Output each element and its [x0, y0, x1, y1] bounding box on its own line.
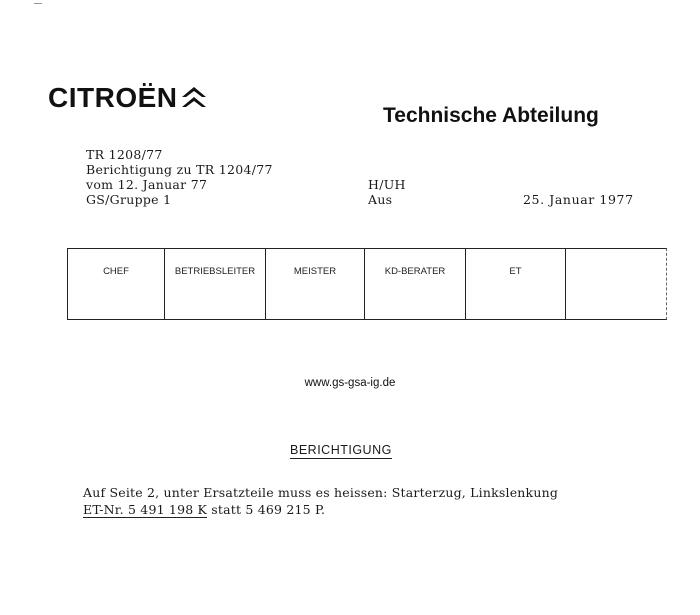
reference-number: TR 1208/77: [86, 147, 163, 162]
scan-mark: [34, 3, 42, 4]
part-number-underlined: ET-Nr. 5 491 198 K: [83, 502, 208, 517]
signature-block: [368, 177, 406, 207]
issued-by: Aus: [368, 192, 393, 207]
reference-block: [86, 147, 273, 207]
document-date: 25. Januar 1977: [523, 192, 634, 207]
correction-line-2: [83, 501, 558, 518]
correction-line-1: Auf Seite 2, unter Ersatzteile muss es heissen: Starterzug, Linkslenkung: [83, 485, 559, 500]
reference-date: vom 12. Januar 77: [86, 177, 208, 192]
distribution-cell-kd-berater: KD-BERATER: [365, 249, 466, 319]
correction-reference: Berichtigung zu TR 1204/77: [86, 162, 273, 177]
section-heading: BERICHTIGUNG: [290, 443, 392, 457]
distribution-cell-betriebsleiter: BETRIEBSLEITER: [165, 249, 266, 319]
distribution-cell-et: ET: [466, 249, 566, 319]
distribution-table: [67, 248, 667, 320]
distribution-cell-chef: CHEF: [68, 249, 165, 319]
distribution-cell-meister: MEISTER: [266, 249, 365, 319]
department-title: Technische Abteilung: [383, 104, 599, 127]
part-number-rest: statt 5 469 215 P.: [207, 502, 326, 517]
distribution-cell-blank: [566, 249, 664, 319]
logo-text: CITROËN: [48, 82, 178, 113]
citroen-logo: [48, 82, 207, 114]
group-label: GS/Gruppe 1: [86, 192, 172, 207]
signature-initials: H/UH: [368, 177, 406, 192]
double-chevron-icon: [181, 85, 207, 109]
correction-text: [83, 484, 558, 518]
website-url: www.gs-gsa-ig.de: [304, 377, 396, 389]
